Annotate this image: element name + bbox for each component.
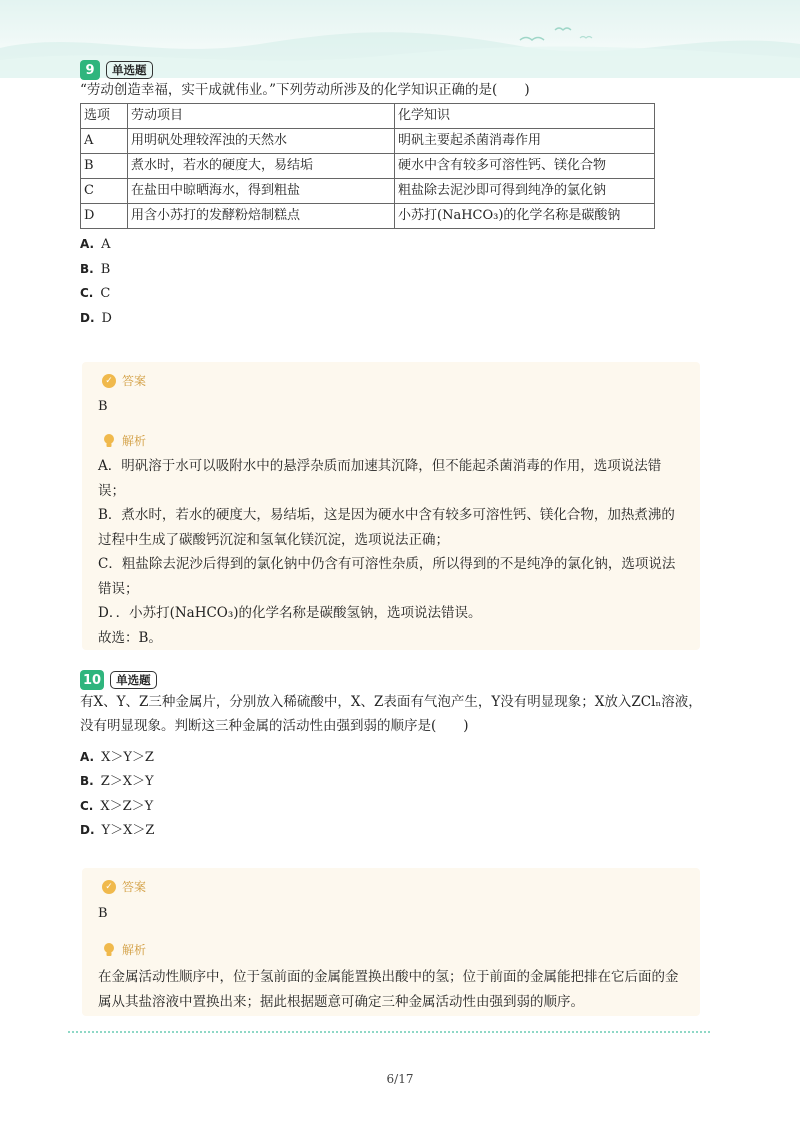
- option-letter: C.: [80, 799, 94, 813]
- analysis-paragraph: D．．小苏打(NaHCO₃)的化学名称是碳酸氢钠，选项说法错误。: [98, 605, 482, 621]
- q10-option-b[interactable]: [80, 770, 154, 789]
- q10-option-d[interactable]: [80, 819, 154, 838]
- q10-type-badge: 单选题: [110, 671, 157, 689]
- option-letter: A.: [80, 750, 95, 764]
- analysis-text: [98, 454, 688, 650]
- table-cell: 用含小苏打的发酵粉焙制糕点: [128, 204, 395, 229]
- option-text: D: [101, 311, 112, 326]
- analysis-paragraph: B．煮水时，若水的硬度大，易结垢，这是因为硬水中含有较多可溶性钙、镁化合物，加热煮沸的过程中生成了碳酸钙沉淀和氢氧化镁沉淀，选项说法正确；: [98, 507, 675, 548]
- analysis-text: [98, 965, 688, 1014]
- q9-stem: “劳动创造幸福，实干成就伟业。”下列劳动所涉及的化学知识正确的是( ): [80, 82, 530, 98]
- option-text: A: [101, 237, 111, 252]
- option-text: B: [100, 262, 111, 277]
- answer-tag: [102, 372, 146, 389]
- q9-option-c[interactable]: [80, 286, 110, 301]
- option-letter: B.: [80, 774, 94, 788]
- analysis-paragraph: 在金属活动性顺序中，位于氢前面的金属能置换出酸中的氢；位于前面的金属能把排在它后面的金属从其盐溶液中置换出来；据此根据题意可确定三种金属活动性由强到弱的顺序。: [98, 969, 679, 1010]
- q10-stem: 有X、Y、Z三种金属片，分别放入稀硫酸中，X、Z表面有气泡产生，Y没有明显现象；X放入ZClₙ溶液，没有明显现象。判断这三种金属的活动性由强到弱的顺序是( ): [80, 694, 702, 734]
- option-letter: D.: [80, 823, 95, 837]
- lightbulb-icon: [102, 433, 116, 449]
- option-text: C: [100, 286, 111, 301]
- analysis-tag: [102, 941, 146, 958]
- analysis-label: 解析: [122, 434, 147, 448]
- table-row: [81, 129, 655, 154]
- answer-label: 答案: [122, 880, 147, 894]
- q10-option-c[interactable]: [80, 795, 153, 814]
- option-letter: A.: [80, 237, 95, 251]
- option-letter: B.: [80, 262, 94, 276]
- q10-answer-box: [82, 868, 700, 1016]
- q9-answer-box: [82, 362, 700, 650]
- analysis-tag: [102, 432, 146, 449]
- option-letter: D.: [80, 311, 95, 325]
- q9-option-b[interactable]: [80, 262, 110, 277]
- option-text: Y＞X＞Z: [101, 823, 155, 838]
- check-icon: ✓: [102, 374, 116, 388]
- answer-label: 答案: [122, 374, 147, 388]
- q9-option-a[interactable]: [80, 237, 110, 252]
- q9-header: [80, 60, 153, 80]
- option-letter: C.: [80, 286, 94, 300]
- table-header-cell: 选项: [81, 104, 128, 129]
- q9-number: 9: [80, 60, 100, 80]
- table-cell: 在盐田中晾晒海水，得到粗盐: [128, 179, 395, 204]
- table-row: [81, 179, 655, 204]
- q10-number: 10: [80, 670, 104, 690]
- q10-header: [80, 670, 157, 690]
- table-cell: 煮水时，若水的硬度大，易结垢: [128, 154, 395, 179]
- q9-table: [80, 103, 655, 229]
- page-number: 6/17: [386, 1072, 414, 1086]
- table-header-cell: 劳动项目: [128, 104, 395, 129]
- q9-type-badge: 单选题: [106, 61, 153, 79]
- table-header-row: [81, 104, 655, 129]
- q10-option-a[interactable]: [80, 746, 154, 765]
- footer-divider: [68, 1031, 710, 1033]
- table-cell: A: [81, 129, 128, 154]
- table-cell: B: [81, 154, 128, 179]
- analysis-paragraph: C．粗盐除去泥沙后得到的氯化钠中仍含有可溶性杂质，所以得到的不是纯净的氯化钠，选项说法错误；: [98, 556, 676, 597]
- option-text: Z＞X＞Y: [100, 774, 154, 789]
- analysis-paragraph: A．明矾溶于水可以吸附水中的悬浮杂质而加速其沉降，但不能起杀菌消毒的作用，选项说法错误；: [98, 458, 662, 499]
- option-text: X＞Z＞Y: [100, 799, 154, 814]
- analysis-label: 解析: [122, 943, 147, 957]
- table-cell: 粗盐除去泥沙即可得到纯净的氯化钠: [395, 179, 655, 204]
- table-row: [81, 154, 655, 179]
- option-text: X＞Y＞Z: [101, 750, 154, 765]
- table-cell: 明矾主要起杀菌消毒作用: [395, 129, 655, 154]
- analysis-paragraph: 故选：B。: [98, 629, 162, 646]
- answer-value: B: [98, 906, 108, 921]
- table-row: [81, 204, 655, 229]
- table-cell: 用明矾处理较浑浊的天然水: [128, 129, 395, 154]
- table-cell: D: [81, 204, 128, 229]
- table-header-cell: 化学知识: [395, 104, 655, 129]
- table-cell: 硬水中含有较多可溶性钙、镁化合物: [395, 154, 655, 179]
- answer-value: B: [98, 399, 108, 414]
- table-cell: C: [81, 179, 128, 204]
- answer-tag: [102, 878, 146, 895]
- q9-option-d[interactable]: [80, 311, 112, 326]
- table-cell: 小苏打(NaHCO₃)的化学名称是碳酸钠: [395, 204, 655, 229]
- lightbulb-icon: [102, 942, 116, 958]
- check-icon: ✓: [102, 880, 116, 894]
